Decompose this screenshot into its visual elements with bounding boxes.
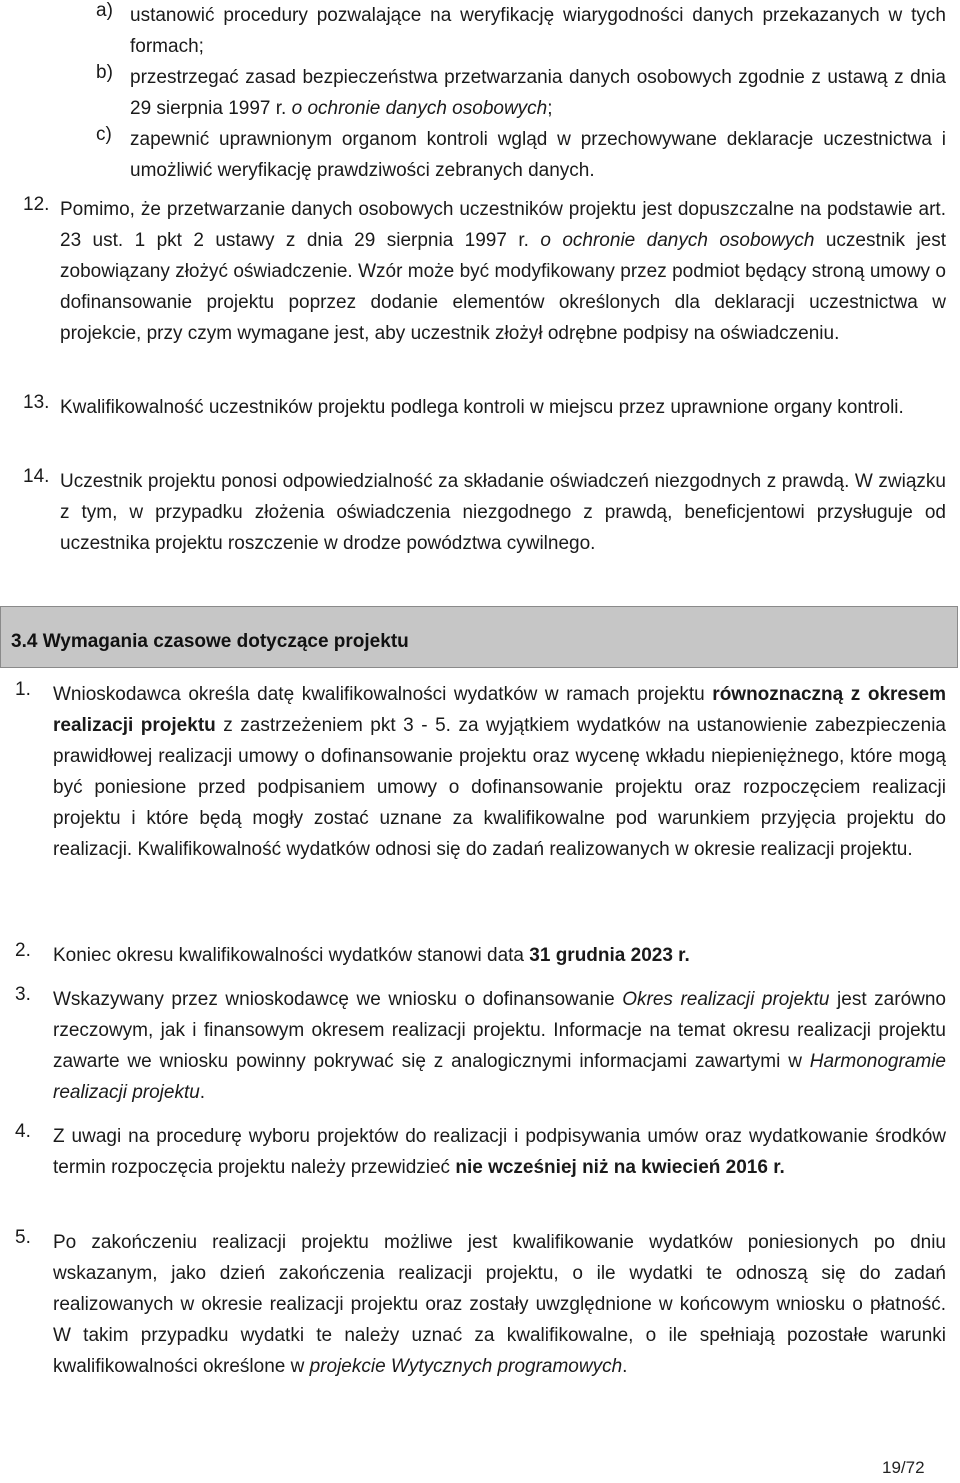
list-item-text: Z uwagi na procedurę wyboru projektów do realizacji i podpisywania umów oraz wydatkowanie środków termin rozpoczęcia projektu należy przewidzieć nie wcześniej niż na kwiecień 2016 r. <box>53 1126 946 1178</box>
list-item-text: Uczestnik projektu ponosi odpowiedzialność za składanie oświadczeń niezgodnych z prawdą. W związku z tym, w przypadku złożenia oświadczenia niezgodnego z prawdą, beneficjentowi przysługuje od uczestnika projektu roszczenie w drodze powództwa cywilnego. <box>60 471 946 554</box>
list-item-text: Wnioskodawca określa datę kwalifikowalności wydatków w ramach projektu równoznaczną z okresem realizacji projektu z zastrzeżeniem pkt 3 - 5. za wyjątkiem wydatków na ustanowienie zabezpieczenia prawidłowej realizacji umowy o dofinansowanie projektu oraz wycenę wkładu niepieniężnego, które mogą być poniesione przed podpisaniem umowy o dofinansowanie projektu oraz rozpoczęciem realizacji projektu i które będą mogły zostać uznane za kwalifikowalne pod warunkiem przyjęcia projektu do realizacji. Kwalifikowalność wydatków odnosi się do zadań realizowanych w okresie realizacji projektu. <box>53 684 946 860</box>
list-item-label: 12. <box>23 194 50 215</box>
page-number: 19/72 <box>882 1458 925 1477</box>
list-item-label: c) <box>96 124 112 145</box>
section-heading-bar <box>0 606 958 668</box>
list-item-label: b) <box>96 62 113 83</box>
list-item-text: ustanowić procedury pozwalające na weryfikację wiarygodności danych przekazanych w tych formach; <box>130 5 946 57</box>
list-item-text: zapewnić uprawnionym organom kontroli wgląd w przechowywane deklaracje uczestnictwa i umożliwić weryfikację prawdziwości zebranych danych. <box>130 129 946 181</box>
list-item-label: a) <box>96 0 113 21</box>
list-item-label: 14. <box>23 466 50 487</box>
list-item-text: Po zakończeniu realizacji projektu możliwe jest kwalifikowanie wydatków poniesionych po dniu wskazanym, jako dzień zakończenia realizacji projektu, o ile wydatki te odnoszą się do zadań realizowanych w okresie realizacji projektu oraz zostały uwzględnione w końcowym wniosku o płatność. W takim przypadku wydatki te należy uznać za kwalifikowalne, o ile spełniają pozostałe warunki kwalifikowalności określone w projekcie Wytycznych programowych. <box>53 1232 946 1377</box>
list-item-label: 2. <box>15 940 31 961</box>
list-item-label: 4. <box>15 1121 31 1142</box>
list-item-label: 5. <box>15 1227 31 1248</box>
list-item-text: Pomimo, że przetwarzanie danych osobowych uczestników projektu jest dopuszczalne na podstawie art. 23 ust. 1 pkt 2 ustawy z dnia 29 sierpnia 1997 r. o ochronie danych osobowych uczestnik jest zobowiązany złożyć oświadczenie. Wzór może być modyfikowany przez podmiot będący stroną umowy o dofinansowanie projektu poprzez dodanie elementów określonych dla deklaracji uczestnictwa w projekcie, przy czym wymagane jest, aby uczestnik złożył odrębne podpisy na oświadczeniu. <box>60 199 947 344</box>
list-item-text: Kwalifikowalność uczestników projektu podlega kontroli w miejscu przez uprawnione organy kontroli. <box>60 397 904 418</box>
list-item-label: 1. <box>15 679 31 700</box>
list-item-label: 13. <box>23 392 50 413</box>
list-item-text: Koniec okresu kwalifikowalności wydatków stanowi data 31 grudnia 2023 r. <box>53 945 690 966</box>
list-item-text: przestrzegać zasad bezpieczeństwa przetwarzania danych osobowych zgodnie z ustawą z dnia 29 sierpnia 1997 r. o ochronie danych osobowych; <box>130 67 946 119</box>
list-item-label: 3. <box>15 984 31 1005</box>
list-item-text: Wskazywany przez wnioskodawcę we wniosku o dofinansowanie Okres realizacji projektu jest zarówno rzeczowym, jak i finansowym okresem realizacji projektu. Informacje na temat okresu realizacji projektu zawarte we wniosku powinny pokrywać się z analogicznymi informacjami zawartymi w Harmonogramie realizacji projektu. <box>53 989 946 1103</box>
section-heading: 3.4 Wymagania czasowe dotyczące projektu <box>11 631 409 652</box>
